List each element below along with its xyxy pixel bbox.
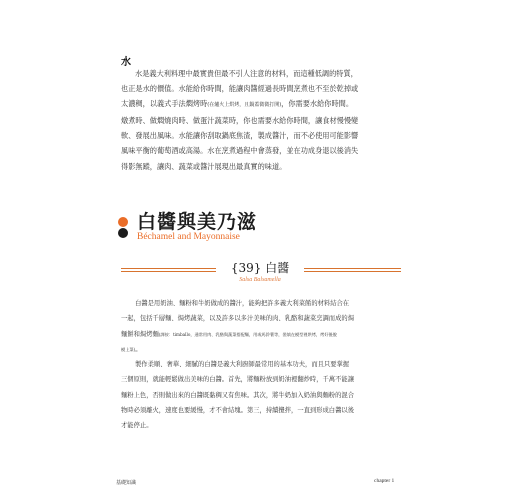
paragraph-line: 燉煮時、做燜燒肉時、做蛋汁蔬菜時，你也需要水給你時間，讓食材慢慢變: [121, 116, 359, 126]
text-span: 太濃稠，以義式手法燜烤時: [121, 99, 208, 109]
paragraph-line: [121, 342, 406, 357]
paragraph-line: 風味平衡的葡萄酒或高湯。水在烹煮過程中會蒸發，並在功成身退以後消失: [121, 146, 359, 156]
water-heading: 水: [121, 57, 131, 68]
translator-note-end: 模上菜): [121, 346, 136, 352]
black-dot: [118, 228, 128, 238]
footer-chapter: chapter 1: [374, 478, 395, 484]
translator-note: (譯按：timballo，通常用肉、乳酪與蔬菜搭配麵，用或馬鈴薯等，裝填在模型裡烘烤，烤好後脫: [158, 331, 337, 337]
paragraph-line: [121, 327, 406, 342]
section-subtitle: Béchamel and Mayonnaise: [137, 232, 240, 242]
recipe-title: {39} 白醬: [230, 261, 290, 275]
footer-section-name: 基礎知識: [116, 480, 137, 486]
recipe-paragraph: [121, 296, 406, 434]
paragraph-line: 麵粉上色，否則做出來的白醬既黏稠又有焦味。其次，將牛奶加入奶油與麵粉的混合: [121, 391, 354, 399]
paragraph-line: [121, 96, 406, 113]
paragraph-line: 軟、發展出風味。水能讓你刮取鍋底焦渣，製成醬汁，而不必使用可能影響: [121, 131, 359, 141]
paragraph-line: 三個原則，就能輕鬆做出美味的白醬。首先，將麵粉放到奶油裡翻炒時，千萬不能讓: [121, 376, 354, 384]
orange-dot: [118, 217, 128, 227]
text-span: 。: [135, 345, 142, 353]
paragraph-line: 白醬是用奶油、麵粉和牛奶做成的醬汁，能夠把許多義大利菜餚的材料結合在: [135, 300, 350, 307]
section-title: 白醬與美乃滋: [137, 211, 258, 233]
recipe-subtitle: Salsa Balsamella: [239, 277, 281, 283]
paragraph-line: 製作柔順、奢華、細膩的白醬是義大利廚師最常用的基本功夫，而且只要掌握: [135, 361, 350, 369]
text-span: ，你需要水給你時間。: [281, 99, 354, 109]
paragraph-line: 才能停止。: [121, 422, 153, 430]
text-span: 麵餅和焗烤麵: [121, 330, 159, 338]
paragraph-line: 也正是水的價值。水能給你時間，能讓肉醬經過長時間烹煮也不至於乾掉或: [121, 84, 359, 94]
paragraph-line: 一起，包括千層麵、焗烤蔬菜，以及許多以多汁美味的肉、乳酪和蔬菜烹調而成的焗: [121, 315, 354, 323]
water-paragraph: [121, 66, 406, 174]
paragraph-line: 得影無蹤，讓肉、蔬菜或醬汁展現出最真實的味道。: [121, 161, 287, 171]
annotation-note: (在爐火上烘烤，且鍋蓋微微打開): [207, 102, 282, 109]
paragraph-line: 物時必須離火，速度也要緩慢，才不會結塊。第三，持續攪拌，一直到形成白醬以後: [121, 407, 354, 415]
paragraph-line: 水是義大利料理中最實貴但最不引人注意的材料，而這種低調的特質，: [135, 69, 358, 78]
section-dots-icon: [118, 217, 134, 239]
